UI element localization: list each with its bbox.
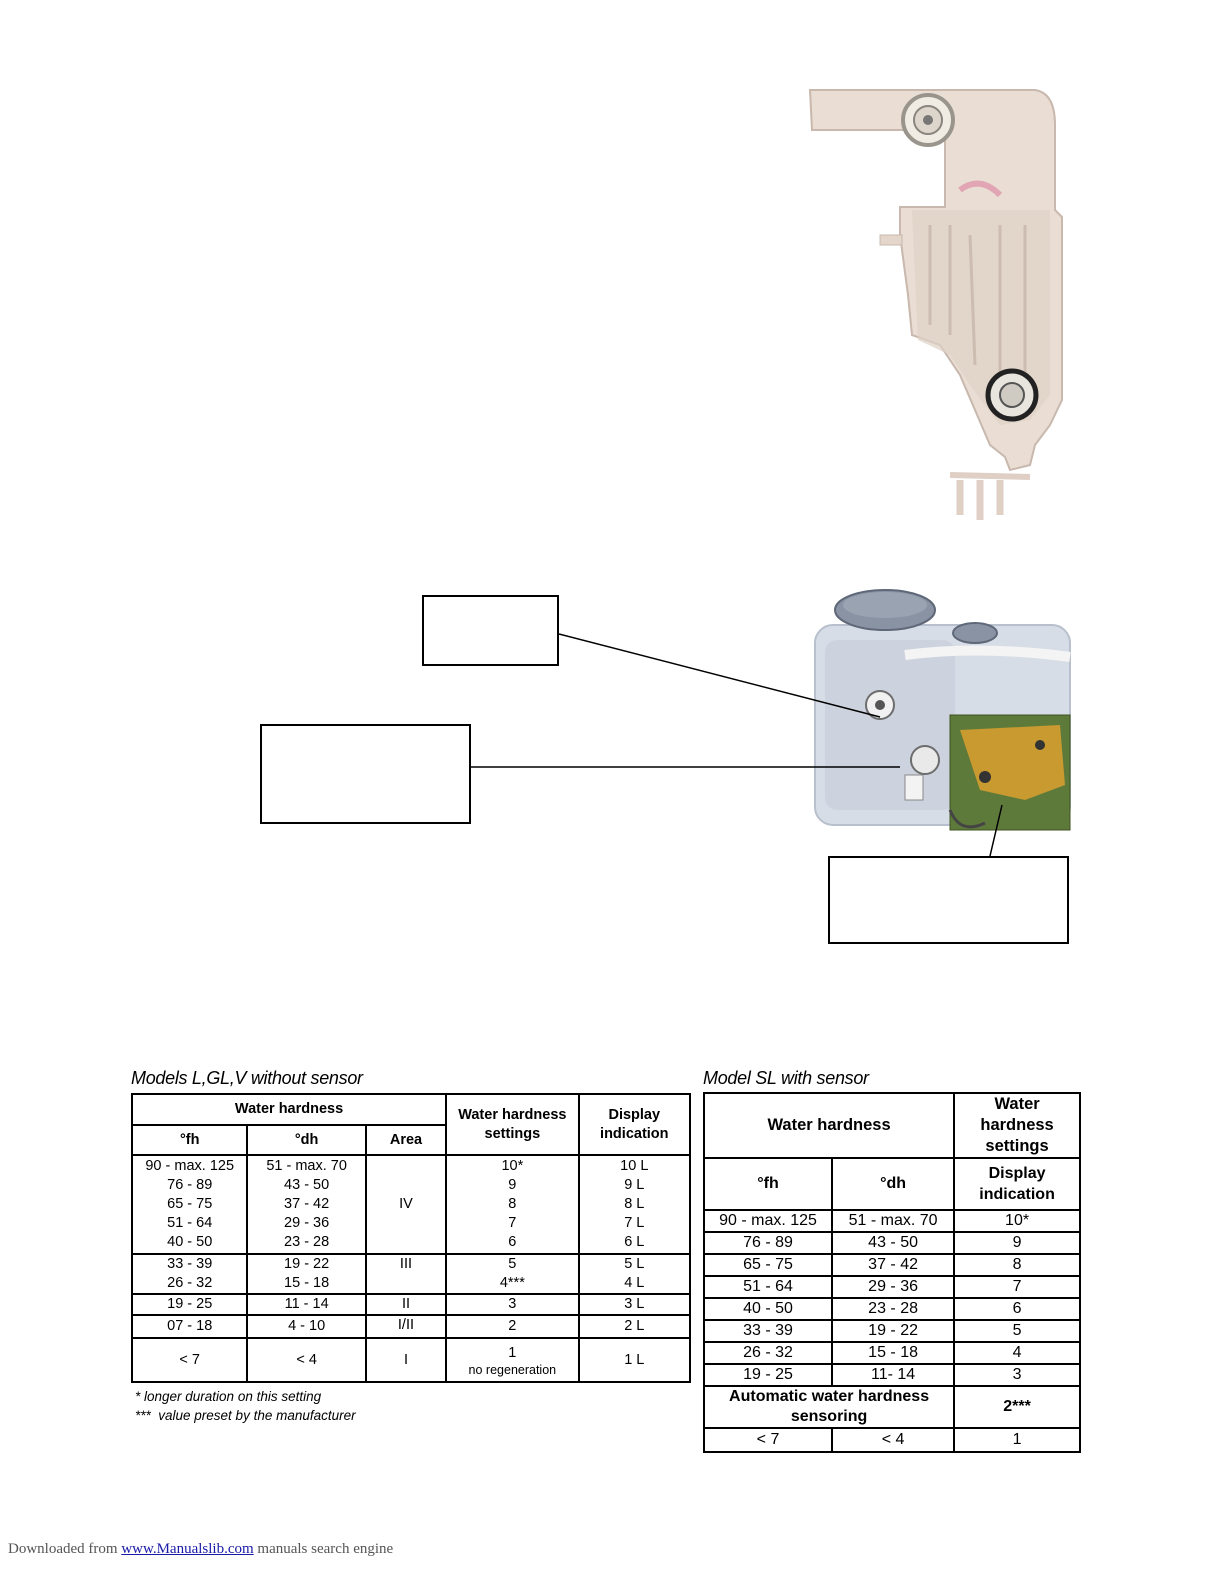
cell-dh: 43 - 50	[284, 1177, 330, 1193]
footnote-longer-duration: * longer duration on this setting	[135, 1389, 322, 1404]
cell-setting: 7	[508, 1215, 517, 1231]
cell-fh: 07 - 18	[132, 1315, 247, 1338]
table-row	[132, 1315, 690, 1338]
cell-fh: 33 - 39	[167, 1256, 213, 1272]
cell-dh: 37 - 42	[284, 1196, 330, 1212]
cell-fh: < 7	[132, 1338, 247, 1382]
header-area: Area	[366, 1125, 446, 1155]
cell-dh: 29 - 36	[284, 1215, 330, 1231]
table-row	[132, 1338, 690, 1382]
cell-fh: 51 - 64	[167, 1215, 213, 1231]
cell-dh: 15 - 18	[284, 1275, 330, 1291]
header-settings: Water hardness settings	[446, 1094, 578, 1155]
cell-display: 7 L	[624, 1215, 645, 1231]
cell-dh: 4 - 10	[247, 1315, 365, 1338]
cell-display: 4 L	[624, 1275, 645, 1291]
table-row	[132, 1254, 690, 1294]
auto-sensoring-label: Automatic water hardness sensoring	[704, 1386, 954, 1428]
header-dh: °dh	[832, 1158, 954, 1210]
water-hardness-table-with-sensor	[703, 1092, 1081, 1453]
cell-area: III	[366, 1254, 446, 1294]
table-right-caption: Model SL with sensor	[703, 1068, 869, 1088]
cell-area: II	[366, 1294, 446, 1315]
header-settings: Water hardness settings	[954, 1093, 1080, 1158]
cell-fh: 90 - max. 125	[145, 1158, 235, 1174]
cell-dh: 51 - max. 70	[266, 1158, 347, 1174]
cell-display: 2 L	[579, 1315, 690, 1338]
table-row: 90 - max. 125 51 - max. 70 10*	[704, 1210, 1080, 1232]
footer-prefix: Downloaded from	[8, 1541, 118, 1557]
footer-suffix: manuals search engine	[257, 1541, 394, 1557]
auto-sensoring-value: 2***	[954, 1386, 1080, 1428]
header-dh: °dh	[247, 1125, 365, 1155]
table-row	[132, 1155, 690, 1254]
table-row	[704, 1386, 1080, 1428]
cell-setting: 9	[508, 1177, 517, 1193]
table-row: 65 - 75 37 - 42 8	[704, 1254, 1080, 1276]
header-fh: °fh	[132, 1125, 247, 1155]
cell-dh: < 4	[247, 1338, 365, 1382]
cell-dh: 19 - 22	[284, 1256, 330, 1272]
footer	[8, 1541, 393, 1558]
cell-display: 3 L	[579, 1294, 690, 1315]
cell-fh: 26 - 32	[167, 1275, 213, 1291]
cell-display: 9 L	[624, 1177, 645, 1193]
cell-display: 10 L	[620, 1158, 649, 1174]
header-display: Display indication	[954, 1158, 1080, 1210]
cell-setting: 3	[446, 1294, 578, 1315]
cell-dh: 11 - 14	[247, 1294, 365, 1315]
cell-fh: 40 - 50	[167, 1234, 213, 1250]
cell-area: IV	[366, 1155, 446, 1254]
cell-setting: 5	[508, 1256, 517, 1272]
cell-setting-note: no regeneration	[468, 1362, 557, 1377]
table-row	[132, 1294, 690, 1315]
cell-setting: 6	[508, 1234, 517, 1250]
header-display: Display indication	[579, 1094, 690, 1155]
cell-setting: 2	[446, 1315, 578, 1338]
header-water-hardness: Water hardness	[132, 1094, 446, 1125]
manualslib-link[interactable]: www.Manualslib.com	[121, 1541, 254, 1557]
footnote-preset: *** value preset by the manufacturer	[135, 1408, 356, 1423]
table-row: 26 - 32 15 - 18 4	[704, 1342, 1080, 1364]
header-water-hardness: Water hardness	[704, 1093, 954, 1158]
table-row: 40 - 50 23 - 28 6	[704, 1298, 1080, 1320]
cell-display: 6 L	[624, 1234, 645, 1250]
table-row: 19 - 25 11- 14 3	[704, 1364, 1080, 1386]
table-row: < 7 < 4 1	[704, 1428, 1080, 1452]
cell-dh: 23 - 28	[284, 1234, 330, 1250]
table-row: 51 - 64 29 - 36 7	[704, 1276, 1080, 1298]
cell-setting: 8	[508, 1196, 517, 1212]
cell-area: I/II	[366, 1315, 446, 1338]
cell-setting: 10*	[501, 1158, 524, 1174]
cell-fh: 19 - 25	[132, 1294, 247, 1315]
water-hardness-table-without-sensor	[131, 1093, 691, 1383]
cell-setting: 4***	[499, 1275, 525, 1291]
table-row: 33 - 39 19 - 22 5	[704, 1320, 1080, 1342]
table-left-caption: Models L,GL,V without sensor	[131, 1068, 363, 1088]
cell-display: 5 L	[624, 1256, 645, 1272]
cell-area: I	[366, 1338, 446, 1382]
table-row: 76 - 89 43 - 50 9	[704, 1232, 1080, 1254]
header-fh: °fh	[704, 1158, 832, 1210]
cell-setting: 1	[508, 1344, 517, 1361]
cell-fh: 65 - 75	[167, 1196, 213, 1212]
cell-display: 1 L	[579, 1338, 690, 1382]
cell-fh: 76 - 89	[167, 1177, 213, 1193]
cell-display: 8 L	[624, 1196, 645, 1212]
